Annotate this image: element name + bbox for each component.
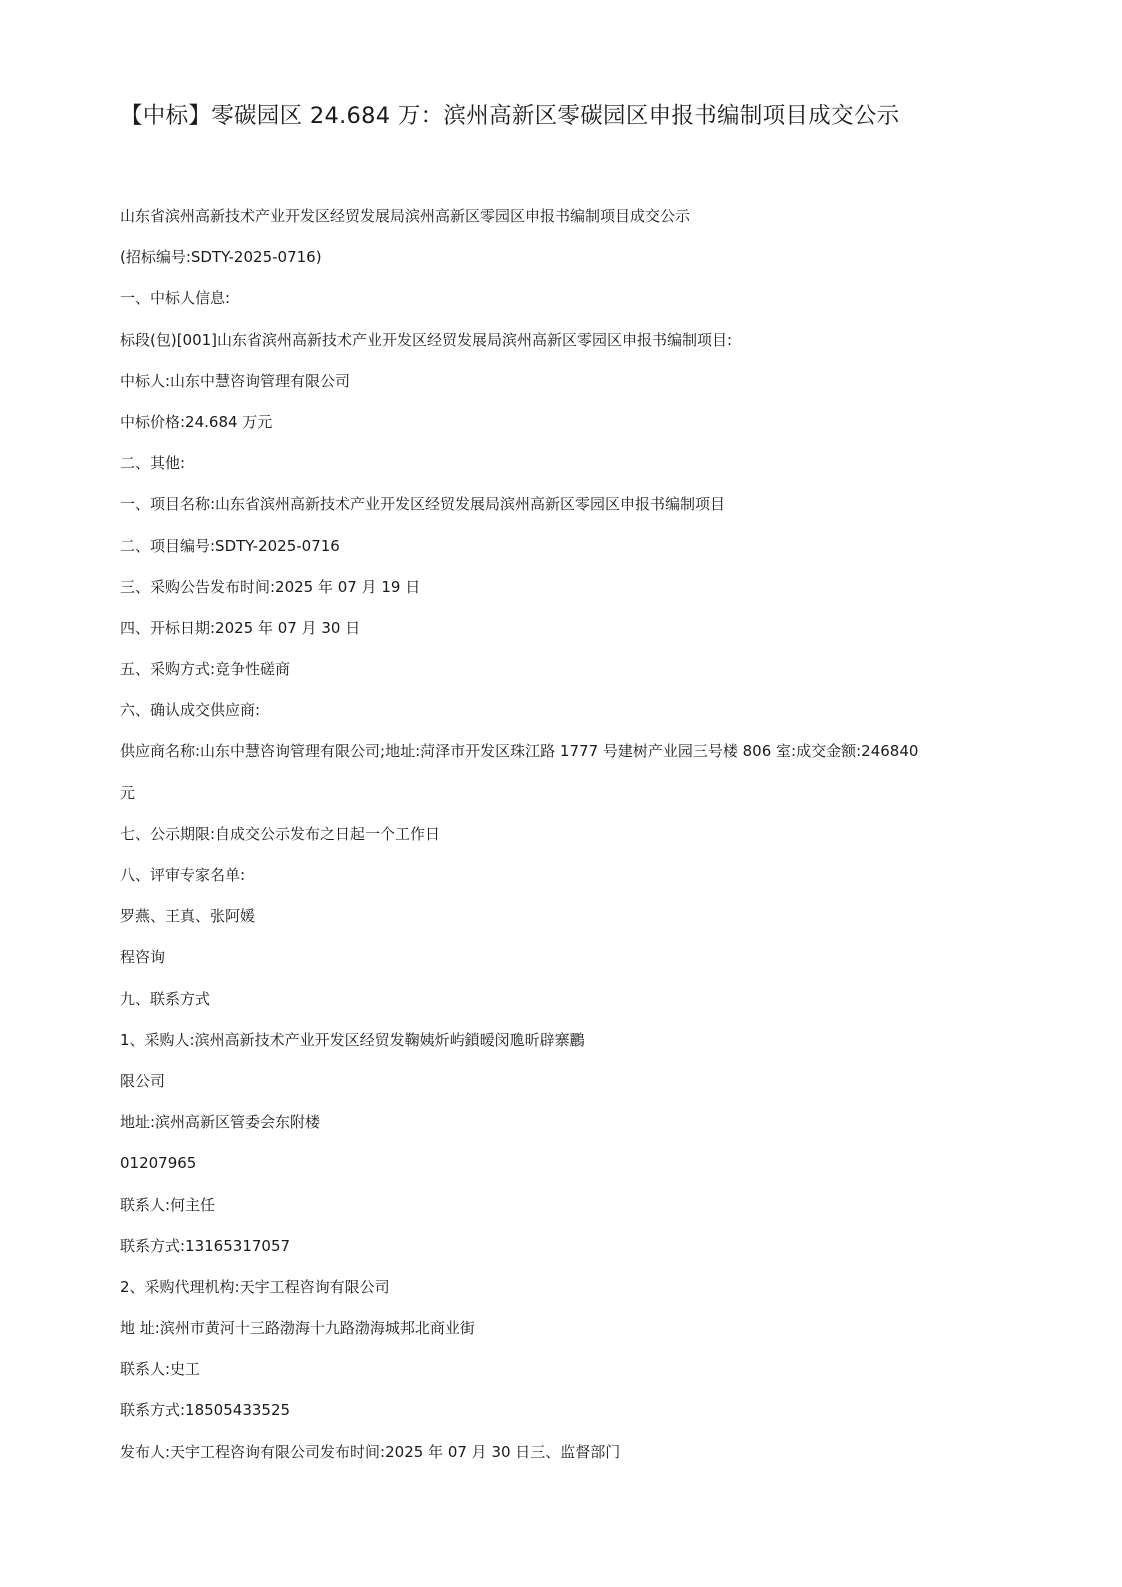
body-line-winner: 中标人:山东中慧咨询管理有限公司 — [120, 371, 351, 390]
body-line-agency: 2、采购代理机构:天宇工程咨询有限公司 — [120, 1277, 390, 1296]
body-line-heading: 山东省滨州高新技术产业开发区经贸发展局滨州高新区零园区申报书编制项目成交公示 — [120, 207, 691, 225]
body-line-opening-date: 四、开标日期:2025 年 07 月 30 日 — [120, 618, 361, 637]
body-line-agency-phone: 联系方式:18505433525 — [120, 1401, 291, 1420]
body-line-experts: 罗燕、王真、张阿媛 — [120, 907, 256, 926]
body-line-publicity-period: 七、公示期限:自成交公示发布之日起一个工作日 — [120, 824, 441, 843]
body-line-fragment: 程咨询 — [120, 948, 166, 967]
body-line-publisher: 发布人:天宇工程咨询有限公司发布时间:2025 年 07 月 30 日三、监督部门 — [120, 1442, 621, 1461]
body-line-supplier-details: 供应商名称:山东中慧咨询管理有限公司;地址:菏泽市开发区珠江路 1777 号建树产业园三号楼 806 室:成交金额:246840 — [120, 742, 919, 761]
body-line-agency-address: 地 址:滨州市黄河十三路渤海十九路渤海城邦北商业街 — [120, 1319, 475, 1338]
body-line-winning-price: 中标价格:24.684 万元 — [120, 412, 273, 431]
body-line-agency-contact: 联系人:史工 — [120, 1360, 201, 1379]
document-body — [120, 196, 1010, 1473]
body-line-tender-number: (招标编号:SDTY-2025-0716) — [120, 248, 322, 267]
body-line-supplier-details-cont: 元 — [120, 783, 136, 802]
body-line-purchaser-cont: 限公司 — [120, 1071, 166, 1090]
body-line-purchaser-code: 01207965 — [120, 1154, 197, 1173]
body-line-purchaser-contact: 联系人:何主任 — [120, 1195, 216, 1214]
body-line-experts-heading: 八、评审专家名单: — [120, 866, 246, 884]
body-line-project-number: 二、项目编号:SDTY-2025-0716 — [120, 536, 340, 555]
body-line-contact-heading: 九、联系方式 — [120, 989, 211, 1008]
body-line-lot: 标段(包)[001]山东省滨州高新技术产业开发区经贸发展局滨州高新区零园区申报书编制项目: — [120, 330, 733, 349]
body-line-section-other: 二、其他: — [120, 454, 186, 473]
body-line-purchaser-address: 地址:滨州高新区管委会东附楼 — [120, 1113, 321, 1132]
body-line-purchaser: 1、采购人:滨州高新技术产业开发区经贸发鞠姨炘屿鎖暧闵卼昕辟寨鸝 — [120, 1030, 585, 1049]
body-line-project-name: 一、项目名称:山东省滨州高新技术产业开发区经贸发展局滨州高新区零园区申报书编制项目 — [120, 495, 726, 514]
document-title: 【中标】零碳园区 24.684 万：滨州高新区零碳园区申报书编制项目成交公示 — [120, 103, 900, 129]
body-line-section-winner-info: 一、中标人信息: — [120, 289, 231, 308]
body-line-procurement-method: 五、采购方式:竞争性磋商 — [120, 660, 291, 679]
body-line-announcement-date: 三、采购公告发布时间:2025 年 07 月 19 日 — [120, 577, 421, 596]
body-line-supplier-heading: 六、确认成交供应商: — [120, 701, 261, 720]
body-line-purchaser-phone: 联系方式:13165317057 — [120, 1236, 291, 1255]
